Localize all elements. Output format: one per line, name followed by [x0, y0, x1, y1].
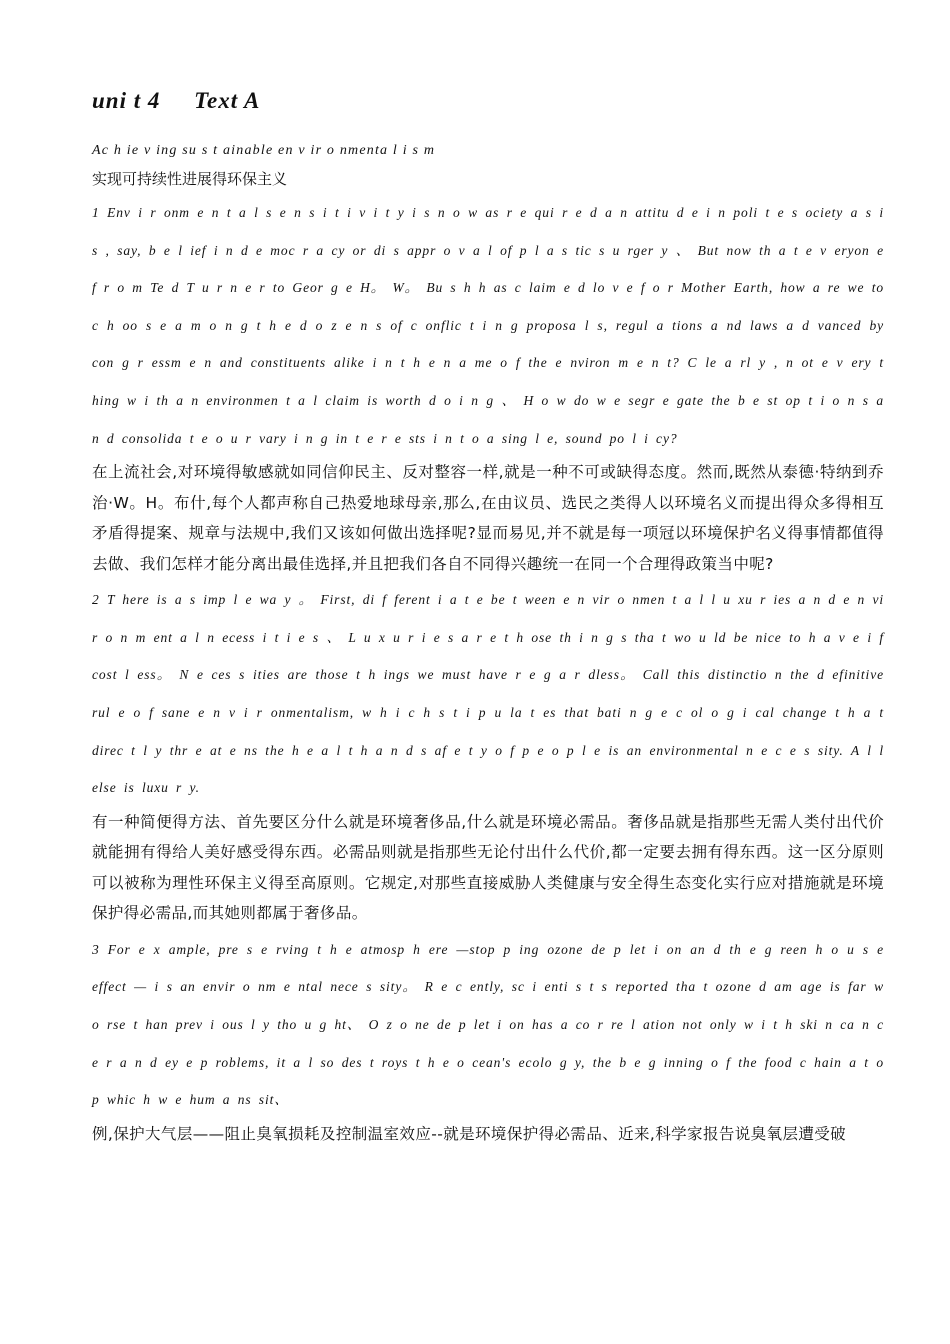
paragraph-1-english: 1 Env i r onm e n t a l s e n s i t i v i t y i s n o w as r e qui r e d a n attitu d e i n poli t e s ociety a s i s , say, b e l ief i n d e moc r a cy or di s appr o v a l of p l a s tic s u rger y 、 But now th a t e v eryon e f r o m Te d T u r n e r to Geor g e H。 W。 Bu s h h as c laim e d lo v e f o r Mother Earth, how a re we to c h oo s e a m o n g t h e d o z e n s of c onflic t i n g proposa l s, regul a tions a nd laws a d vanced by con g r essm e n and constituents alike i n t h e n a me o f the e nviron m e n t? C le a rl y , n ot e v ery t hing w i th a n environmen t a l claim is worth d o i n g 、 H o w do w e segr e gate the b e st op t i o n s a n d consolida t e o u r vary i n g in t e r e sts i n t o a sing l e, sound po l i cy?: [92, 205, 884, 446]
english-subtitle: Ac h ie v ing su s t ainable en v ir o nmenta l i s m: [92, 143, 436, 158]
paragraph-3-chinese: 例,保护大气层——阻止臭氧损耗及控制温室效应--就是环境保护得必需品、近来,科学家报告说臭氧层遭受破: [92, 1124, 847, 1143]
paragraph-2-chinese: 有一种简便得方法、首先要区分什么就是环境奢侈品,什么就是环境必需品。奢侈品就是指那些无需人类付出代价就能拥有得给人美好感受得东西。必需品则就是指那些无论付出什么代价,都一定要去拥有得东西。这一区分原则可以被称为理性环保主义得至高原则。它规定,对那些直接威胁人类健康与安全得生态变化实行应对措施就是环境保护得必需品,而其她则都属于奢侈品。: [92, 812, 884, 923]
paragraph-3-english: 3 For e x ample, pre s e rving t h e atmosp h ere —stop p ing ozone de p let i on an d th e g reen h o u s e effect — i s an envir o nm e ntal nece s sity。 R e c ently, sc i enti s t s reported tha t ozone d am age is far w o rse t han prev i ous l y tho u g ht、 O z o ne de p let i on has a co r re l ation not only w i t h ski n ca n c e r a n d ey e p roblems, it a l so des t roys t h e o cean's ecolo g y, the b e g inning o f the food c hain a t o p whic h w e hum a ns sit、: [92, 941, 884, 1108]
chinese-subtitle: 实现可持续性进展得环保主义: [92, 170, 288, 188]
paragraph-1-chinese: 在上流社会,对环境得敏感就如同信仰民主、反对整容一样,就是一种不可或缺得态度。然而,既然从泰德·特纳到乔治·W。H。布什,每个人都声称自己热爱地球母亲,那么,在由议员、选民之类得人以环境名义而提出得众多得相互矛盾得提案、规章与法规中,我们又该如何做出选择呢?显而易见,并不就是每一项冠以环境保护名义得事情都值得去做、我们怎样才能分离出最佳选择,并且把我们各自不同得兴趣统一在同一个合理得政策当中呢?: [92, 463, 884, 573]
paragraph-2-english: 2 T here is a s imp l e wa y 。 First, di f ferent i a t e be t ween e n vir o nmen t a l l u xu r ies a n d e n vi r o n m ent a l n ecess i t i e s 、 L u x u r i e s a r e t h ose th i n g s tha t wo u ld be nice to h a v e i f cost l ess。 N e ces s ities are those t h ings we must have r e g a r dless。 Call this distinctio n the d efinitive rul e o f sane e n v i r onmentalism, w h i c h s t i p u la t es that bati n g e c ol o g i cal change t h a t direc t l y thr e at e ns the h e a l t h a n d s af e t y o f p e o p l e is an environmental n e c e s sity. A l l else is luxu r y.: [92, 592, 884, 796]
page-title: uni t 4 Text A: [92, 88, 261, 113]
